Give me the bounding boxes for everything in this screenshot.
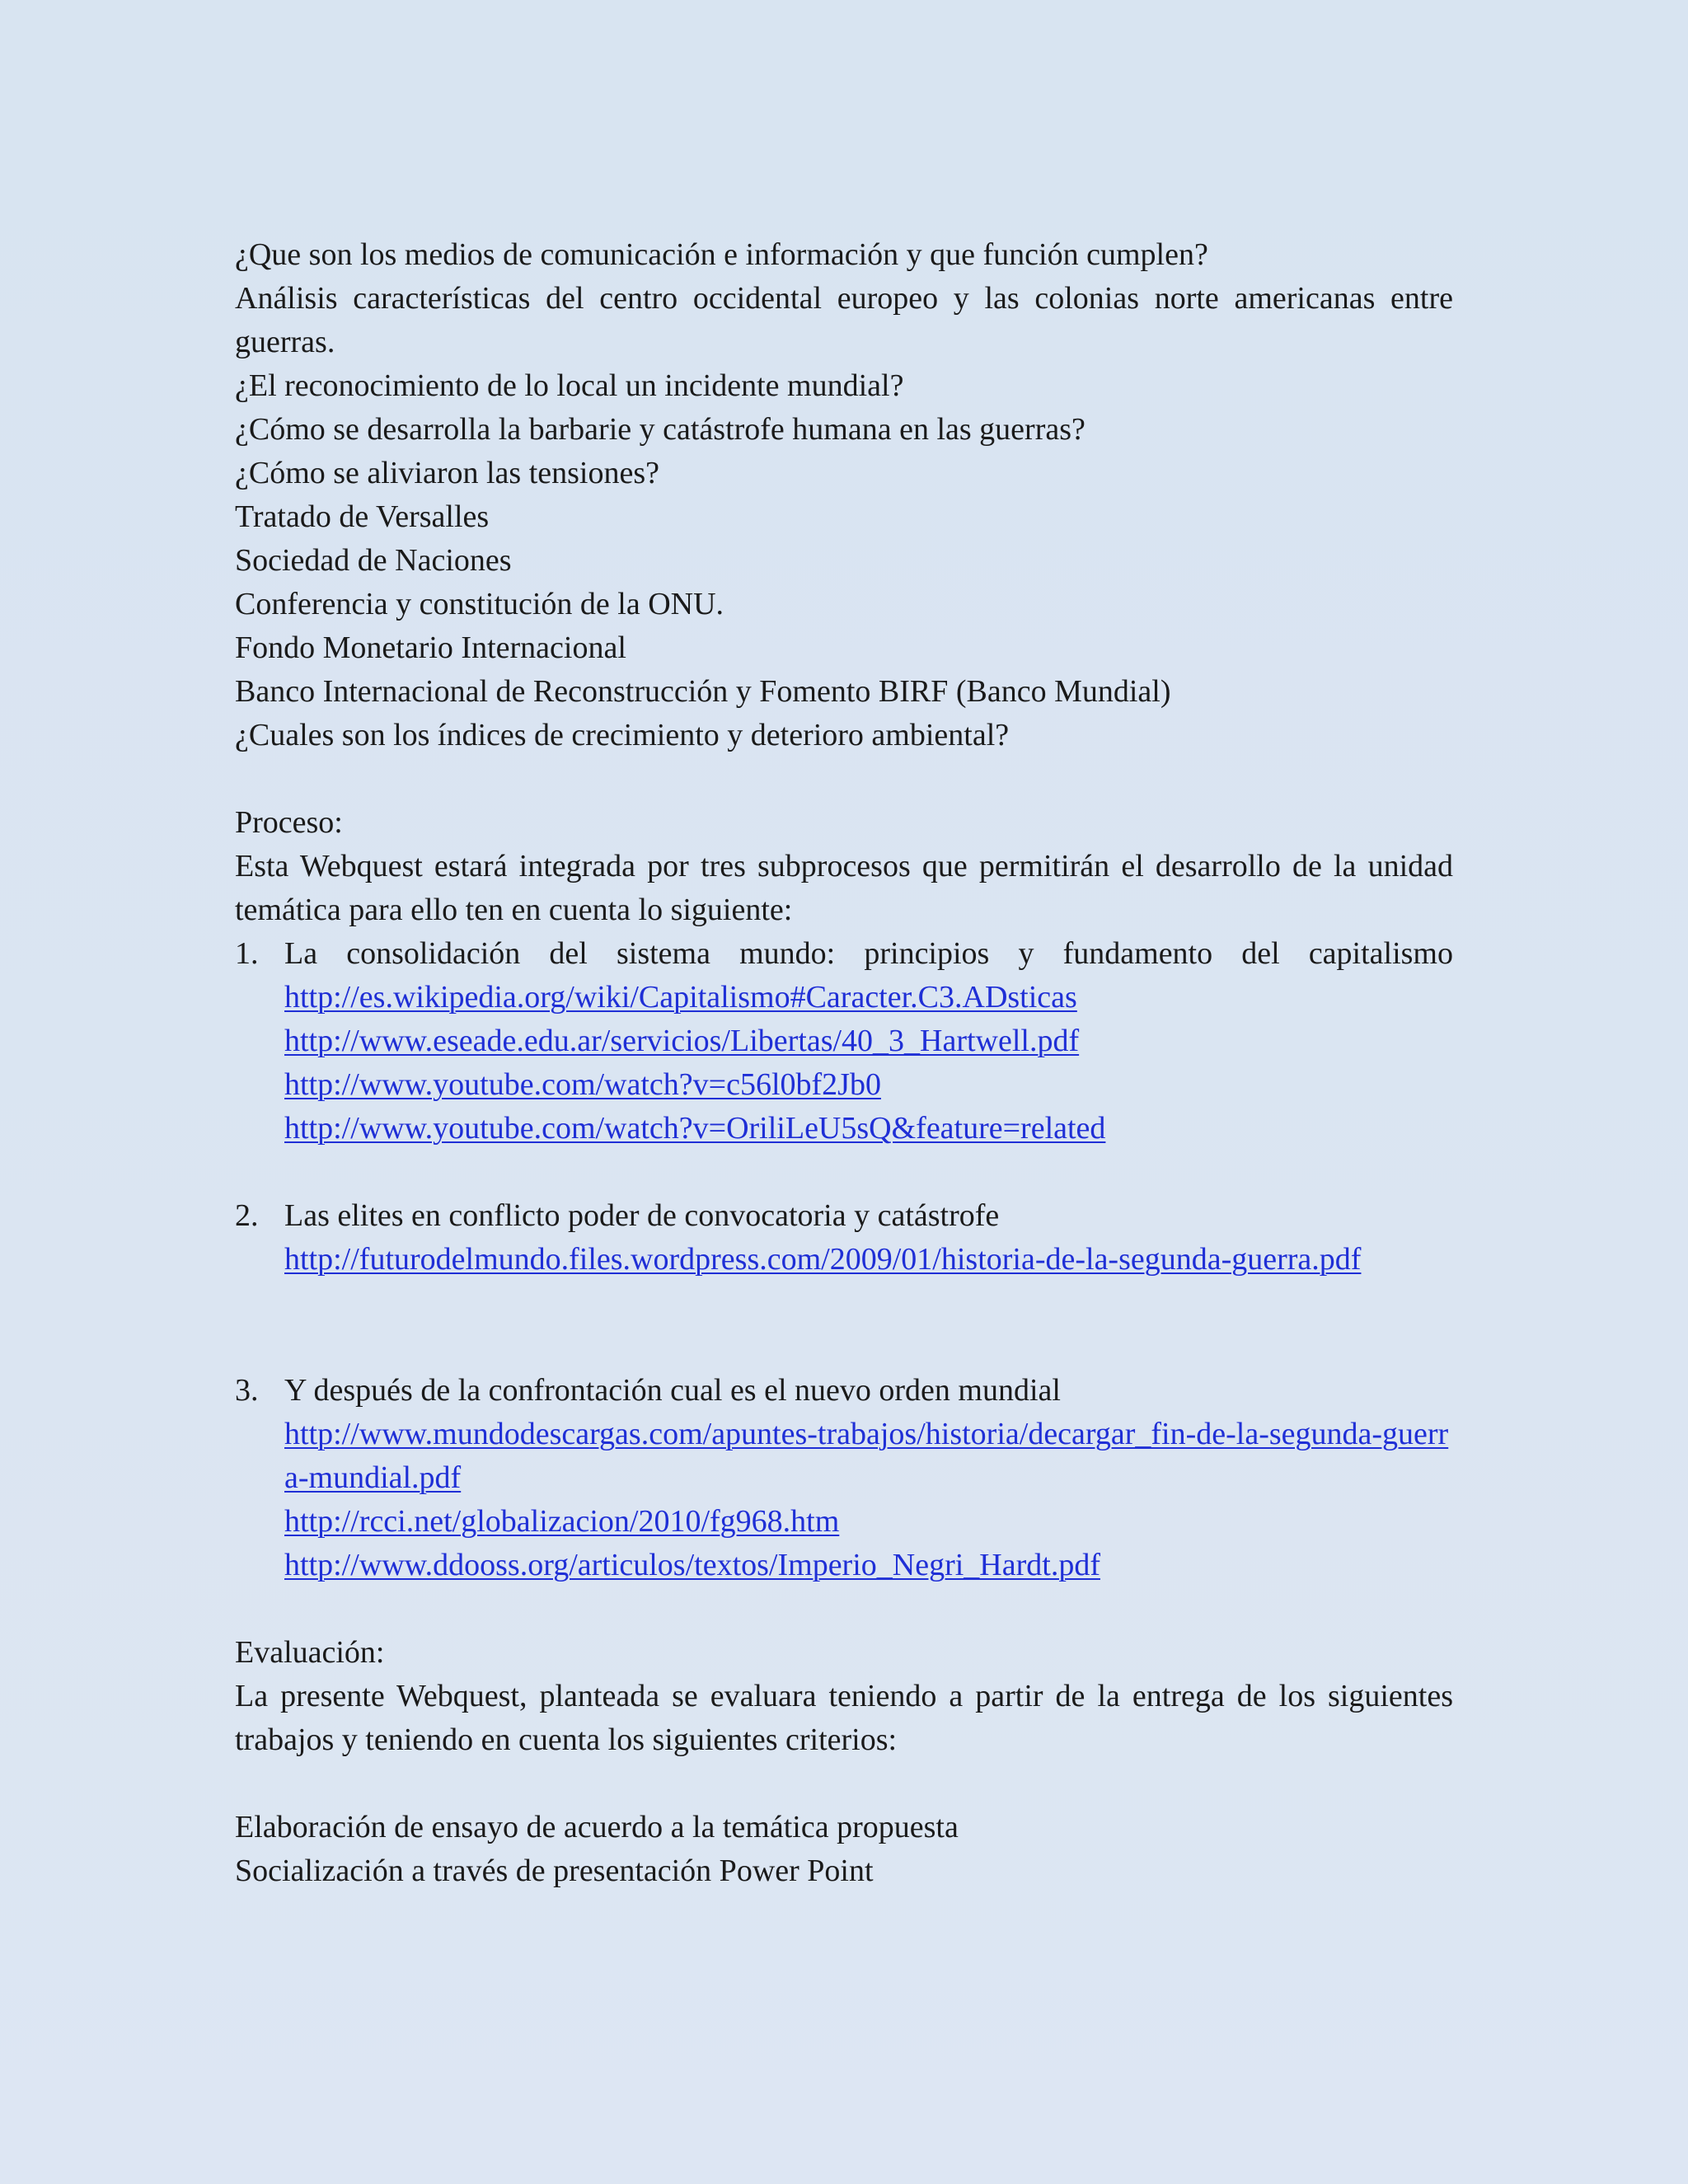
resource-link[interactable]: http://www.youtube.com/watch?v=OriliLeU5sQ&feature=related [284,1111,1106,1146]
topic-line: Banco Internacional de Reconstrucción y Fomento BIRF (Banco Mundial) [235,674,1171,709]
criteria-line: Socialización a través de presentación Power Point [235,1854,874,1888]
resource-link[interactable]: http://www.eseade.edu.ar/servicios/Libertas/40_3_Hartwell.pdf [284,1024,1080,1058]
resource-link[interactable]: http://rcci.net/globalizacion/2010/fg968.htm [284,1504,840,1539]
list-item-title: Las elites en conflicto poder de convocatoria y catástrofe [284,1198,1000,1233]
topic-line: Conferencia y constitución de la ONU. [235,587,724,621]
evaluacion-heading: Evaluación: [235,1635,385,1670]
resource-link[interactable]: http://www.ddooss.org/articulos/textos/Imperio_Negri_Hardt.pdf [284,1548,1100,1582]
list-number: 1. [235,936,259,971]
list-number: 2. [235,1198,259,1233]
topic-line: Tratado de Versalles [235,499,490,534]
spacer [235,1282,1453,1325]
spacer [235,1325,1453,1369]
spacer [235,1151,1453,1194]
spacer [235,1587,1453,1631]
list-number: 3. [235,1373,259,1408]
topic-line: Sociedad de Naciones [235,543,512,578]
list-item-title: Y después de la confrontación cual es el nuevo orden mundial [284,1373,1061,1408]
question-line: ¿Que son los medios de comunicación e información y que función cumplen? [235,237,1208,272]
question-line: Análisis características del centro occidental europeo y las colonias norte americanas entre guerras. [235,281,1453,359]
spacer [235,1762,1453,1806]
proceso-item-2 [235,1194,1453,1282]
question-line: ¿Cómo se aliviaron las tensiones? [235,456,659,490]
spacer [235,757,1453,801]
proceso-item-3 [235,1369,1453,1587]
criteria-line: Elaboración de ensayo de acuerdo a la temática propuesta [235,1810,959,1844]
resource-link[interactable]: http://futurodelmundo.files.wordpress.com/2009/01/historia-de-la-segunda-guerra.pdf [284,1242,1362,1277]
resource-link[interactable]: http://www.mundodescargas.com/apuntes-trabajos/historia/decargar_fin-de-la-segunda-guerra-mundial.pdf [284,1417,1449,1495]
list-item-title: La consolidación del sistema mundo: principios y fundamento del capitalismo [284,936,1453,971]
question-line: ¿El reconocimiento de lo local un incidente mundial? [235,368,904,403]
proceso-heading: Proceso: [235,805,343,840]
document-body [235,233,1453,1893]
topic-line: Fondo Monetario Internacional [235,630,626,665]
proceso-intro: Esta Webquest estará integrada por tres subprocesos que permitirán el desarrollo de la unidad temática para ello ten en cuenta lo siguiente: [235,849,1453,927]
evaluacion-intro: La presente Webquest, planteada se evaluara teniendo a partir de la entrega de los siguientes trabajos y teniendo en cuenta los siguientes criterios: [235,1679,1453,1757]
question-line: ¿Cuales son los índices de crecimiento y deterioro ambiental? [235,718,1010,752]
question-line: ¿Cómo se desarrolla la barbarie y catástrofe humana en las guerras? [235,412,1085,447]
resource-link[interactable]: http://www.youtube.com/watch?v=c56l0bf2Jb0 [284,1067,881,1102]
proceso-item-1 [235,932,1453,1151]
resource-link[interactable]: http://es.wikipedia.org/wiki/Capitalismo#Caracter.C3.ADsticas [284,980,1077,1015]
